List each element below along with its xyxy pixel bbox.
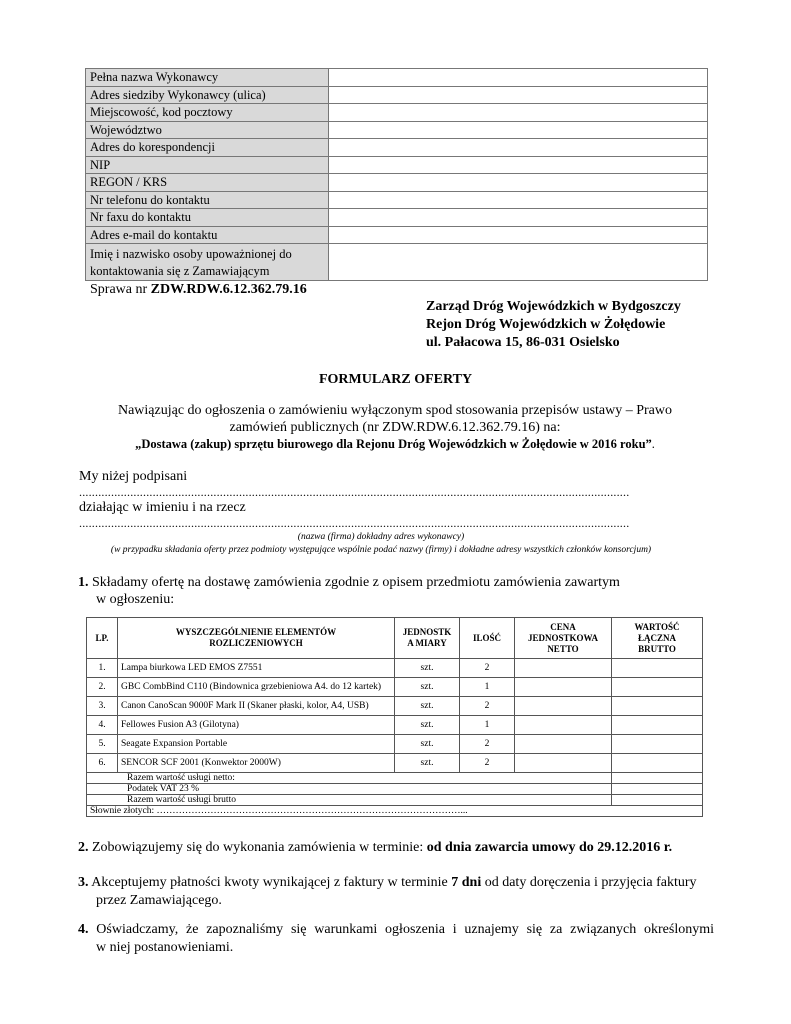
point-number: 4. — [78, 922, 89, 937]
table-row — [86, 209, 708, 227]
table-row — [87, 697, 703, 716]
input-cell[interactable] — [329, 139, 708, 157]
header-unit — [395, 618, 460, 659]
table-row — [87, 716, 703, 735]
input-cell[interactable] — [329, 156, 708, 174]
cell-lp: 5. — [87, 735, 118, 754]
summary-gross-value[interactable] — [612, 795, 703, 806]
point-text: w ogłoszeniu: — [96, 592, 175, 607]
cell-unit: szt. — [395, 678, 460, 697]
cell-unit-price[interactable] — [515, 659, 612, 678]
row-label: Nr telefonu do kontaktu — [86, 191, 329, 209]
hint-note: (nazwa (firma) dokładny adres wykonawcy) — [297, 532, 465, 542]
header-quantity: ILOŚĆ — [460, 618, 515, 659]
cell-lp: 1. — [87, 659, 118, 678]
table-row — [86, 139, 708, 157]
table-row — [86, 226, 708, 244]
header-description — [118, 618, 395, 659]
table-row — [87, 754, 703, 773]
hint-note: (w przypadku składania oferty przez podmioty występujące wspólnie podać nazwy (firmy) i dokładne adresy wszystkich członków konsorcjum) — [110, 545, 652, 555]
point-text: Akceptujemy płatności kwoty wynikającej z faktury w terminie — [91, 875, 452, 890]
cell-description: Seagate Expansion Portable — [118, 735, 395, 754]
cell-unit-price[interactable] — [515, 754, 612, 773]
intro-paragraph — [40, 402, 750, 453]
cell-total[interactable] — [612, 659, 703, 678]
cell-quantity: 2 — [460, 735, 515, 754]
table-row — [87, 678, 703, 697]
input-cell[interactable] — [329, 209, 708, 227]
deadline-text: od dnia zawarcia umowy do 29.12.2016 r. — [426, 840, 673, 855]
dotted-line[interactable]: ............................................................................................................................................................................ — [79, 485, 630, 499]
acting-on-behalf-label: działając w imieniu i na rzecz — [79, 500, 246, 515]
cell-unit: szt. — [395, 716, 460, 735]
point-3 — [78, 874, 718, 910]
order-subject — [40, 436, 750, 453]
table-row — [86, 191, 708, 209]
summary-net-label: Razem wartość usługi netto: — [87, 773, 612, 784]
cell-lp: 4. — [87, 716, 118, 735]
cell-total[interactable] — [612, 735, 703, 754]
recipient-line: ul. Pałacowa 15, 86-031 Osielsko — [426, 335, 620, 350]
recipient-line: Rejon Dróg Wojewódzkich w Żołędowie — [426, 317, 666, 332]
table-row — [87, 659, 703, 678]
cell-quantity: 2 — [460, 659, 515, 678]
row-label: Miejscowość, kod pocztowy — [86, 104, 329, 122]
row-label — [86, 244, 329, 281]
header-text: ŁĄCZNA — [637, 632, 676, 643]
summary-gross-label: Razem wartość usługi brutto — [87, 795, 612, 806]
cell-unit: szt. — [395, 659, 460, 678]
amount-in-words[interactable]: Słownie złotych: ……………………………………………………………………………………... — [87, 806, 703, 817]
row-label: Adres do korespondencji — [86, 139, 329, 157]
point-text: w niej postanowieniami. — [96, 940, 234, 955]
summary-vat-label: Podatek VAT 23 % — [87, 784, 612, 795]
row-label-line: kontaktowania się z Zamawiającym — [90, 263, 270, 278]
header-text: ROZLICZENIOWYCH — [209, 638, 303, 648]
point-text: od daty doręczenia i przyjęcia faktury — [481, 875, 697, 890]
point-text: przez Zamawiającego. — [96, 893, 222, 908]
cell-quantity: 2 — [460, 697, 515, 716]
header-text: JEDNOSTK — [402, 627, 452, 637]
input-cell[interactable] — [329, 121, 708, 139]
page-title: FORMULARZ OFERTY — [318, 372, 473, 387]
cell-description: Fellowes Fusion A3 (Gilotyna) — [118, 716, 395, 735]
row-label: Nr faxu do kontaktu — [86, 209, 329, 227]
cell-unit: szt. — [395, 735, 460, 754]
case-prefix: Sprawa nr — [90, 282, 151, 297]
summary-row — [87, 806, 703, 817]
signatories-label: My niżej podpisani — [79, 469, 188, 484]
cell-unit-price[interactable] — [515, 735, 612, 754]
point-number: 3. — [78, 875, 89, 890]
header-text: WYSZCZEGÓLNIENIE ELEMENTÓW — [175, 627, 337, 637]
input-cell[interactable] — [329, 244, 708, 281]
summary-net-value[interactable] — [612, 773, 703, 784]
summary-row — [87, 773, 703, 784]
table-row — [86, 244, 708, 281]
cell-lp: 6. — [87, 754, 118, 773]
recipient-line: Zarząd Dróg Wojewódzkich w Bydgoszczy — [426, 299, 681, 314]
cell-quantity: 1 — [460, 678, 515, 697]
cell-quantity: 1 — [460, 716, 515, 735]
cell-description: Canon CanoScan 9000F Mark II (Skaner płaski, kolor, A4, USB) — [118, 697, 395, 716]
point-text: Oświadczamy, że zapoznaliśmy się warunkami ogłoszenia i uznajemy się za związanych określonymi — [96, 922, 714, 937]
table-row — [86, 121, 708, 139]
dotted-line[interactable]: ............................................................................................................................................................................ — [79, 516, 630, 530]
payment-term: 7 dni — [451, 875, 482, 890]
input-cell[interactable] — [329, 226, 708, 244]
recipient-address — [426, 298, 681, 352]
order-subject-title: „Dostawa (zakup) sprzętu biurowego dla Rejonu Dróg Wojewódzkich w Żołędowie w 2016 roku” — [135, 437, 652, 451]
header-text: WARTOŚĆ — [634, 621, 680, 632]
summary-vat-value[interactable] — [612, 784, 703, 795]
header-lp: LP. — [87, 618, 118, 659]
row-label: NIP — [86, 156, 329, 174]
point-1 — [78, 574, 620, 608]
header-text: BRUTTO — [638, 643, 676, 654]
cell-lp: 3. — [87, 697, 118, 716]
point-4 — [78, 921, 714, 957]
input-cell[interactable] — [329, 104, 708, 122]
cell-unit: szt. — [395, 697, 460, 716]
cell-description: SENCOR SCF 2001 (Konwektor 2000W) — [118, 754, 395, 773]
cell-description: Lampa biurkowa LED EMOS Z7551 — [118, 659, 395, 678]
cell-quantity: 2 — [460, 754, 515, 773]
table-row — [86, 174, 708, 192]
table-row — [86, 156, 708, 174]
row-label: Adres siedziby Wykonawcy (ulica) — [86, 86, 329, 104]
row-label: REGON / KRS — [86, 174, 329, 192]
input-cell[interactable] — [329, 69, 708, 87]
header-unit-price — [515, 618, 612, 659]
point-2 — [78, 840, 672, 856]
header-text: NETTO — [547, 643, 579, 654]
table-row — [87, 735, 703, 754]
header-text: A MIARY — [407, 638, 447, 648]
items-table — [86, 617, 703, 817]
input-cell[interactable] — [329, 191, 708, 209]
input-cell[interactable] — [329, 86, 708, 104]
order-subject-end: . — [651, 437, 655, 451]
case-number-value: ZDW.RDW.6.12.362.79.16 — [150, 282, 307, 297]
cell-unit-price[interactable] — [515, 678, 612, 697]
table-header-row — [87, 618, 703, 659]
cell-unit: szt. — [395, 754, 460, 773]
row-label: Województwo — [86, 121, 329, 139]
table-row — [86, 69, 708, 87]
cell-total[interactable] — [612, 678, 703, 697]
cell-total[interactable] — [612, 716, 703, 735]
row-label: Adres e-mail do kontaktu — [86, 226, 329, 244]
header-total — [612, 618, 703, 659]
point-number: 1. — [78, 575, 89, 590]
cell-lp: 2. — [87, 678, 118, 697]
point-number: 2. — [78, 840, 89, 855]
cell-description: GBC CombBind C110 (Bindownica grzebieniowa A4. do 12 kartek) — [118, 678, 395, 697]
intro-line: Nawiązując do ogłoszenia o zamówieniu wyłączonym spod stosowania przepisów ustawy – Prawo — [117, 403, 673, 418]
cell-total[interactable] — [612, 697, 703, 716]
contractor-data-table — [85, 68, 708, 281]
input-cell[interactable] — [329, 174, 708, 192]
point-text: Zobowiązujemy się do wykonania zamówienia w terminie: — [92, 840, 427, 855]
point-text: Składamy ofertę na dostawę zamówienia zgodnie z opisem przedmiotu zamówienia zawartym — [92, 575, 620, 590]
case-number — [90, 282, 307, 298]
header-text: CENA — [550, 621, 576, 632]
table-row — [86, 104, 708, 122]
intro-line: zamówień publicznych (nr ZDW.RDW.6.12.362.79.16) na: — [229, 420, 561, 435]
row-label: Pełna nazwa Wykonawcy — [86, 69, 329, 87]
cell-total[interactable] — [612, 754, 703, 773]
header-text: JEDNOSTKOWA — [527, 632, 598, 643]
table-row — [86, 86, 708, 104]
summary-row — [87, 784, 703, 795]
summary-row — [87, 795, 703, 806]
row-label-line: Imię i nazwisko osoby upoważnionej do — [90, 247, 292, 261]
cell-unit-price[interactable] — [515, 716, 612, 735]
cell-unit-price[interactable] — [515, 697, 612, 716]
